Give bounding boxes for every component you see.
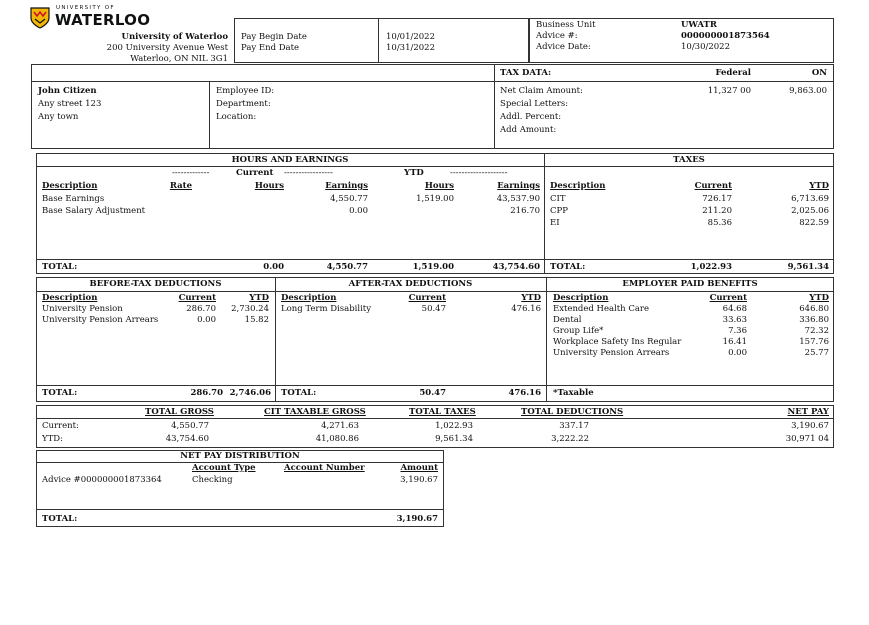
eb-col-ytd: YTD xyxy=(809,293,829,303)
tax-row-ytd: 2,025.06 xyxy=(791,206,829,216)
eb-row-description: Group Life* xyxy=(553,326,604,336)
sum-col-net: NET PAY xyxy=(787,407,829,417)
ytd-group-label: YTD xyxy=(404,168,424,178)
shield-crest-icon xyxy=(30,7,50,29)
taxable-note: *Taxable xyxy=(553,388,594,398)
eb-row-description: Workplace Safety Ins Regular xyxy=(553,337,682,347)
dist-row-account-type: Checking xyxy=(192,475,233,485)
dashes-right: -------------------- xyxy=(450,168,508,178)
eb-row-ytd: 336.80 xyxy=(799,315,829,325)
he-col-hours: Hours xyxy=(254,181,284,191)
tax-col-ytd: YTD xyxy=(809,181,829,191)
bt-total-label: TOTAL: xyxy=(42,388,78,398)
at-col-ytd: YTD xyxy=(521,293,541,303)
sum-ytd-gross: 43,754.60 xyxy=(165,434,209,444)
employee-street: Any street 123 xyxy=(38,99,102,109)
he-col-earnings: Earnings xyxy=(325,181,368,191)
location-label: Location: xyxy=(216,112,257,122)
employer-benefits-title: EMPLOYER PAID BENEFITS xyxy=(622,279,758,289)
bt-col-current: Current xyxy=(178,293,216,303)
at-total-ytd: 476.16 xyxy=(508,388,541,398)
sum-current-deductions: 337.17 xyxy=(559,421,589,431)
employee-name: John Citizen xyxy=(38,86,97,96)
add-amount-label: Add Amount: xyxy=(500,125,557,135)
sum-col-taxes: TOTAL TAXES xyxy=(409,407,476,417)
before-tax-title: BEFORE-TAX DEDUCTIONS xyxy=(89,279,222,289)
bt-row-ytd: 15.82 xyxy=(244,315,269,325)
sum-current-net: 3,190.67 xyxy=(791,421,829,431)
tax-row-ytd: 6,713.69 xyxy=(791,194,829,204)
eb-row-description: University Pension Arrears xyxy=(553,348,670,358)
sum-ytd-net: 30,971 04 xyxy=(785,434,829,444)
dist-col-account-type: Account Type xyxy=(192,463,256,473)
tax-total-ytd: 9,561.34 xyxy=(787,262,829,272)
dist-col-account-number: Account Number xyxy=(284,463,365,473)
net-claim-province: 9,863.00 xyxy=(789,86,827,96)
eb-row-ytd: 72.32 xyxy=(804,326,829,336)
dist-col-amount: Amount xyxy=(400,463,438,473)
employer-name: University of Waterloo xyxy=(121,32,228,42)
special-letters-label: Special Letters: xyxy=(500,99,569,109)
net-claim-label: Net Claim Amount: xyxy=(500,86,583,96)
current-group-label: Current xyxy=(236,168,274,178)
tax-row-current: 726.17 xyxy=(702,194,732,204)
bt-row-description: University Pension xyxy=(42,304,123,314)
tax-col-description: Description xyxy=(550,181,606,191)
tax-total-current: 1,022.93 xyxy=(690,262,732,272)
at-col-description: Description xyxy=(281,293,337,303)
eb-col-current: Current xyxy=(709,293,747,303)
tax-col-federal: Federal xyxy=(715,68,751,78)
tax-row-description: EI xyxy=(550,218,560,228)
employee-id-label: Employee ID: xyxy=(216,86,275,96)
he-row-ytd-earnings: 216.70 xyxy=(510,206,540,216)
taxes-title: TAXES xyxy=(673,155,705,165)
dist-row-amount: 3,190.67 xyxy=(400,475,438,485)
employee-town: Any town xyxy=(38,112,79,122)
employee-info-box xyxy=(31,64,834,149)
dashes-mid: ----------------- xyxy=(284,168,333,178)
sum-ytd-deductions: 3,222.22 xyxy=(551,434,589,444)
eb-row-ytd: 157.76 xyxy=(799,337,829,347)
logo-top-text: UNIVERSITY OF xyxy=(56,5,115,11)
tax-row-current: 85.36 xyxy=(707,218,732,228)
at-total-current: 50.47 xyxy=(419,388,446,398)
he-total-ytd-earnings: 43,754.60 xyxy=(492,262,540,272)
after-tax-title: AFTER-TAX DEDUCTIONS xyxy=(348,279,473,289)
hours-earnings-title: HOURS AND EARNINGS xyxy=(231,155,349,165)
eb-row-description: Extended Health Care xyxy=(553,304,650,314)
at-col-current: Current xyxy=(408,293,446,303)
sum-col-deductions: TOTAL DEDUCTIONS xyxy=(521,407,624,417)
business-unit-value: UWATR xyxy=(681,20,717,30)
tax-data-title: TAX DATA: xyxy=(500,68,552,78)
he-col-description: Description xyxy=(42,181,98,191)
he-total-hours: 0.00 xyxy=(263,262,284,272)
at-total-label: TOTAL: xyxy=(281,388,317,398)
sum-current-cit-gross: 4,271.63 xyxy=(321,421,359,431)
eb-row-current: 33.63 xyxy=(722,315,747,325)
bt-col-ytd: YTD xyxy=(249,293,269,303)
bt-col-description: Description xyxy=(42,293,98,303)
bt-total-current: 286.70 xyxy=(190,388,223,398)
bt-row-description: University Pension Arrears xyxy=(42,315,159,325)
eb-row-current: 16.41 xyxy=(722,337,747,347)
net-claim-federal: 11,327 00 xyxy=(707,86,751,96)
department-label: Department: xyxy=(216,99,271,109)
at-row-current: 50.47 xyxy=(421,304,446,314)
pay-end-label: Pay End Date xyxy=(241,43,300,53)
at-row-ytd: 476.16 xyxy=(511,304,541,314)
eb-row-current: 64.68 xyxy=(722,304,747,314)
sum-ytd-label: YTD: xyxy=(42,434,63,444)
business-unit-label: Business Unit xyxy=(536,20,596,30)
advice-number-label: Advice #: xyxy=(536,31,578,41)
dist-total-label: TOTAL: xyxy=(42,514,78,524)
he-col-ytd-earnings: Earnings xyxy=(497,181,540,191)
pay-begin-label: Pay Begin Date xyxy=(241,32,307,42)
sum-col-cit-gross: CIT TAXABLE GROSS xyxy=(264,407,366,417)
he-total-earnings: 4,550.77 xyxy=(326,262,368,272)
eb-row-description: Dental xyxy=(553,315,582,325)
eb-row-ytd: 646.80 xyxy=(799,304,829,314)
tax-col-province: ON xyxy=(811,68,827,78)
addl-percent-label: Addl. Percent: xyxy=(500,112,562,122)
pay-begin-date: 10/01/2022 xyxy=(386,32,435,42)
sum-col-gross: TOTAL GROSS xyxy=(145,407,214,417)
sum-ytd-taxes: 9,561.34 xyxy=(435,434,473,444)
tax-row-current: 211.20 xyxy=(702,206,732,216)
pay-end-date: 10/31/2022 xyxy=(386,43,435,53)
dashes-left: ------------- xyxy=(172,168,210,178)
dist-total-amount: 3,190.67 xyxy=(396,514,438,524)
eb-row-current: 7.36 xyxy=(728,326,747,336)
he-row-ytd-hours: 1,519.00 xyxy=(416,194,454,204)
tax-total-label: TOTAL: xyxy=(550,262,586,272)
he-row-earnings: 0.00 xyxy=(349,206,368,216)
tax-col-current: Current xyxy=(694,181,732,191)
he-row-earnings: 4,550.77 xyxy=(330,194,368,204)
eb-col-description: Description xyxy=(553,293,609,303)
eb-row-current: 0.00 xyxy=(728,348,747,358)
bt-total-ytd: 2,746.06 xyxy=(229,388,271,398)
bt-row-current: 0.00 xyxy=(197,315,216,325)
distribution-title: NET PAY DISTRIBUTION xyxy=(180,451,300,461)
he-col-rate: Rate xyxy=(169,181,192,191)
tax-row-ytd: 822.59 xyxy=(799,218,829,228)
he-col-ytd-hours: Hours xyxy=(424,181,454,191)
sum-current-gross: 4,550.77 xyxy=(171,421,209,431)
he-row-ytd-earnings: 43,537.90 xyxy=(496,194,540,204)
logo-main-text: WATERLOO xyxy=(55,11,151,29)
he-total-label: TOTAL: xyxy=(42,262,78,272)
advice-date-value: 10/30/2022 xyxy=(681,42,730,52)
advice-number-value: 000000001873564 xyxy=(681,31,770,41)
tax-row-description: CIT xyxy=(550,194,566,204)
sum-current-label: Current: xyxy=(42,421,79,431)
dist-row-advice: Advice #000000001873364 xyxy=(42,475,162,485)
bt-row-current: 286.70 xyxy=(186,304,216,314)
at-row-description: Long Term Disability xyxy=(281,304,372,314)
sum-current-taxes: 1,022.93 xyxy=(435,421,473,431)
he-row-description: Base Earnings xyxy=(42,194,105,204)
employer-address2: Waterloo, ON NIL 3G1 xyxy=(130,54,228,64)
he-total-ytd-hours: 1,519.00 xyxy=(412,262,454,272)
sum-ytd-cit-gross: 41,080.86 xyxy=(315,434,359,444)
employer-address1: 200 University Avenue West xyxy=(106,43,228,53)
university-logo xyxy=(30,4,170,32)
advice-date-label: Advice Date: xyxy=(536,42,591,52)
eb-row-ytd: 25.77 xyxy=(804,348,829,358)
tax-row-description: CPP xyxy=(550,206,568,216)
he-row-description: Base Salary Adjustment xyxy=(42,206,146,216)
bt-row-ytd: 2,730.24 xyxy=(231,304,269,314)
